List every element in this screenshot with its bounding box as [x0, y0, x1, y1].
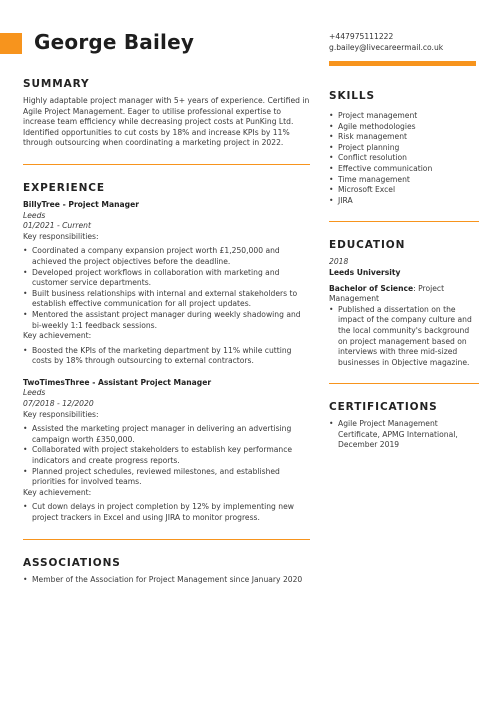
- candidate-name: George Bailey: [34, 30, 195, 54]
- list-item: • Boosted the KPIs of the marketing department by 11% while cutting costs by 18% through outsourcing to external contractors.: [23, 346, 310, 367]
- achievement-label: Key achievement:: [23, 331, 92, 341]
- list-item: • Published a dissertation on the impact of the company culture and the local community's background on project management based on interviews with three mid-sized businesses in Objective magazine.: [329, 305, 479, 369]
- sidebar-column: [329, 90, 479, 451]
- associations-heading: ASSOCIATIONS: [23, 556, 121, 569]
- section-divider: [23, 539, 310, 540]
- list-item: • Project planning: [329, 143, 479, 154]
- list-item: • Planned project schedules, reviewed milestones, and established priorities for involved teams.: [23, 467, 310, 488]
- list-item: • Conflict resolution: [329, 153, 479, 164]
- job-entry: [23, 200, 310, 367]
- education-section: [329, 239, 479, 368]
- list-item: • Cut down delays in project completion by 12% by implementing new project trackers in Excel and using JIRA to monitor progress.: [23, 502, 310, 523]
- job-heading: BillyTree - Project Manager: [23, 199, 139, 209]
- job-location: Leeds: [23, 388, 46, 398]
- skills-section: [329, 90, 479, 206]
- list-item: • Effective communication: [329, 164, 479, 175]
- list-item: • Risk management: [329, 132, 479, 143]
- degree-label: Bachelor of Science: [329, 283, 414, 293]
- summary-text: Highly adaptable project manager with 5+ years of experience. Certified in Agile Project Management. Eager to utilise professional expertise to increase team efficiency while decreasing project costs at PunKing Ltd. Identified opportunities to cut costs by 18% and increase KPIs by 11% through outsourcing when coordinating a marketing project in 2022.: [23, 96, 310, 148]
- job-dates: 07/2018 - 12/2020: [23, 399, 94, 409]
- responsibilities-list: [23, 424, 310, 488]
- section-divider: [329, 383, 479, 384]
- associations-section: [23, 557, 310, 586]
- list-item: • Mentored the assistant project manager during weekly shadowing and bi-weekly 1:1 feedback sessions.: [23, 310, 310, 331]
- list-item: • Developed project workflows in collaboration with marketing and customer service departments.: [23, 268, 310, 289]
- education-details-list: [329, 305, 479, 369]
- responsibilities-label: Key responsibilities:: [23, 409, 99, 419]
- list-item: • Member of the Association for Project Management since January 2020: [23, 575, 310, 586]
- list-item: • Microsoft Excel: [329, 185, 479, 196]
- degree-field: : Project Management: [329, 283, 445, 304]
- list-item: • Assisted the marketing project manager in delivering an advertising campaign worth £350,000.: [23, 424, 310, 445]
- section-divider: [329, 221, 479, 222]
- achievement-label: Key achievement:: [23, 487, 92, 497]
- list-item: • Time management: [329, 175, 479, 186]
- education-heading: EDUCATION: [329, 239, 406, 252]
- experience-heading: EXPERIENCE: [23, 181, 105, 194]
- contact-block: [329, 31, 443, 53]
- header-accent-bar: [0, 33, 22, 54]
- certifications-heading: CERTIFICATIONS: [329, 401, 438, 414]
- job-entry: [23, 378, 310, 524]
- list-item: • Coordinated a company expansion project worth £1,250,000 and achieved the project objectives before the deadline.: [23, 246, 310, 267]
- achievements-list: [23, 502, 310, 523]
- education-year: 2018: [329, 257, 349, 267]
- certifications-section: [329, 401, 479, 451]
- experience-section: [23, 182, 310, 524]
- main-column: [23, 78, 310, 585]
- phone-number: +447975111222: [329, 32, 394, 41]
- certifications-list: [329, 419, 479, 451]
- skills-heading: SKILLS: [329, 90, 375, 102]
- education-school: Leeds University: [329, 267, 401, 277]
- section-divider: [23, 164, 310, 165]
- job-location: Leeds: [23, 210, 46, 220]
- job-heading: TwoTimesThree - Assistant Project Manager: [23, 377, 212, 387]
- list-item: • JIRA: [329, 196, 479, 207]
- skills-list: [329, 111, 479, 206]
- list-item: • Built business relationships with internal and external stakeholders to establish effective communication for all project updates.: [23, 289, 310, 310]
- education-degree: [329, 284, 479, 305]
- associations-list: [23, 575, 310, 586]
- responsibilities-list: [23, 246, 310, 331]
- responsibilities-label: Key responsibilities:: [23, 231, 99, 241]
- list-item: • Agile Project Management Certificate, APMG International, December 2019: [329, 419, 479, 451]
- contact-accent-bar: [329, 61, 476, 66]
- achievements-list: [23, 346, 310, 367]
- job-dates: 01/2021 - Current: [23, 221, 91, 231]
- list-item: • Collaborated with project stakeholders to establish key performance indicators and create progress reports.: [23, 445, 310, 466]
- summary-section: [23, 78, 310, 149]
- list-item: • Agile methodologies: [329, 122, 479, 133]
- summary-heading: SUMMARY: [23, 78, 90, 90]
- list-item: • Project management: [329, 111, 479, 122]
- email-address[interactable]: g.bailey@livecareermail.co.uk: [329, 43, 444, 52]
